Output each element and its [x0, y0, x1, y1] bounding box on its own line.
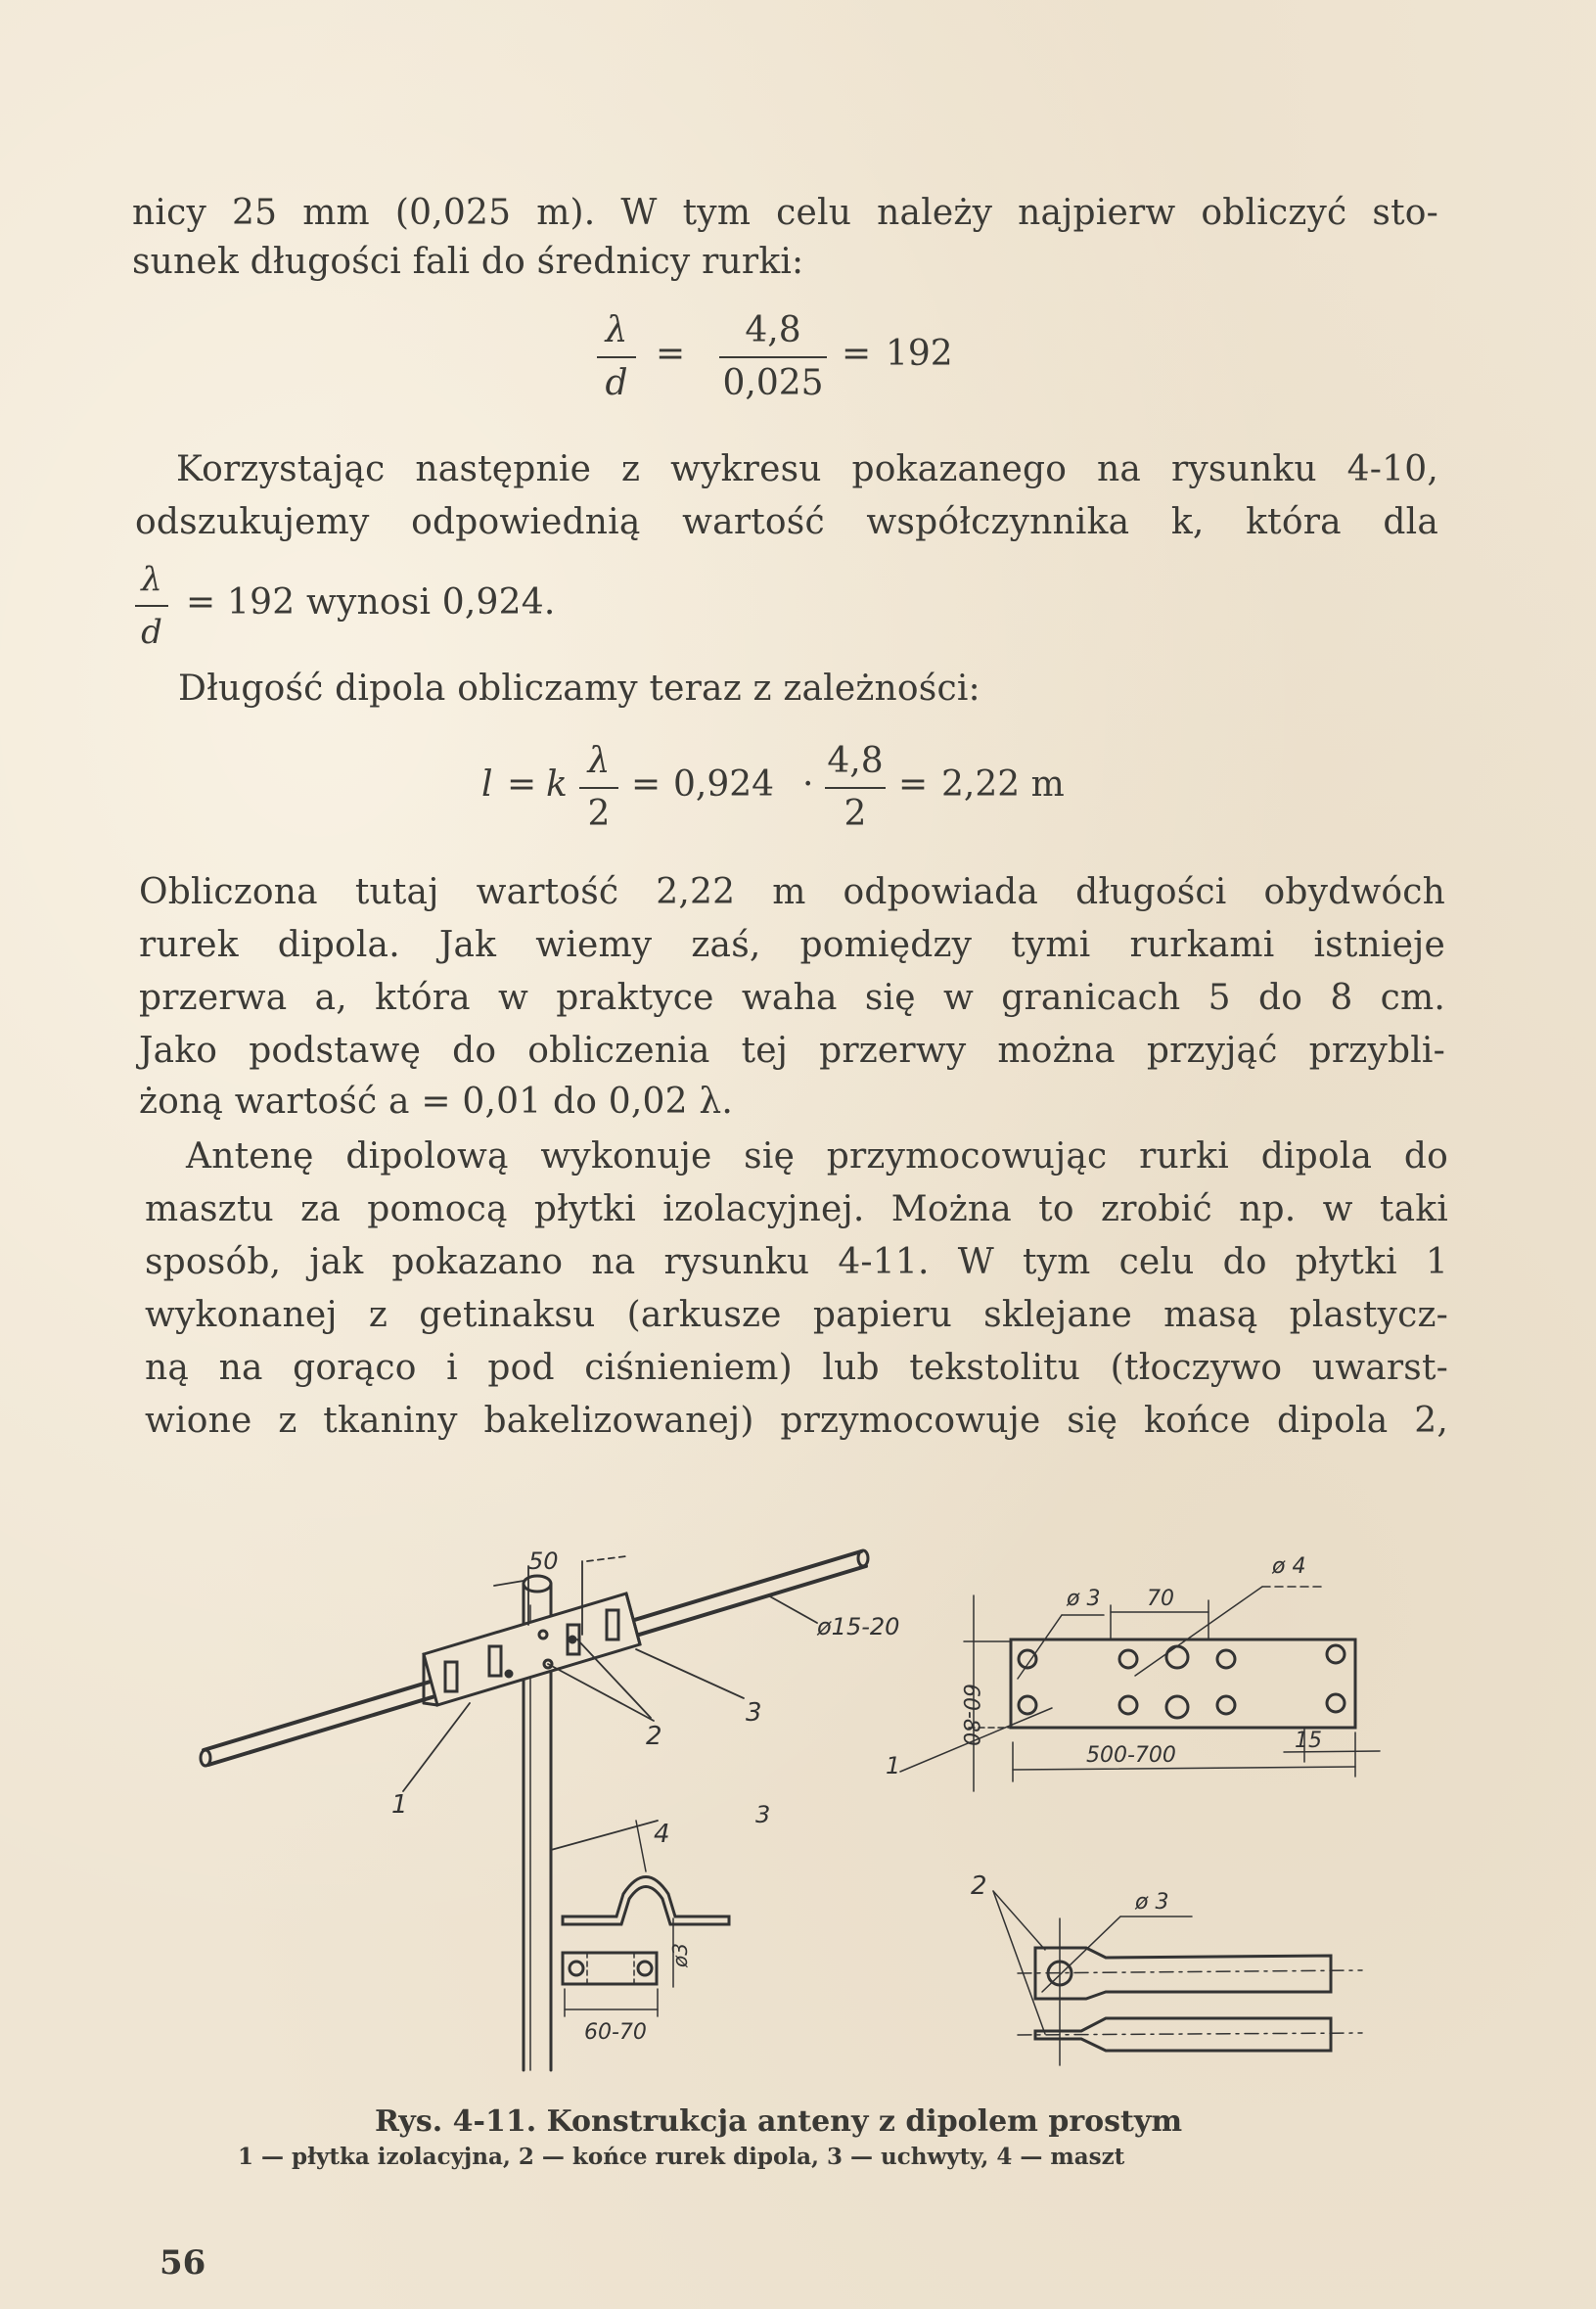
fraction-numerator: λ [605, 310, 628, 350]
label-gap: 50 [528, 1547, 559, 1575]
label-clamp-width: 60-70 [584, 2020, 647, 2045]
text-line: masztu za pomocą płytki izolacyjnej. Można to zrobić np. w taki [145, 1189, 1448, 1229]
fraction-denominator: 0,025 [722, 363, 824, 403]
label-clamp-part: 3 [755, 1801, 771, 1828]
tube-ends-detail-drawing [993, 1891, 1362, 2065]
label-part-3: 3 [746, 1698, 762, 1728]
text-line: Jako podstawę do obliczenia tej przerwy można przyjąć przybli- [139, 1031, 1445, 1071]
text-line: Obliczona tutaj wartość 2,22 m odpowiada długości obydwóch [139, 872, 1445, 912]
label-tube-end-part: 2 [971, 1871, 987, 1901]
fraction-denominator: 2 [844, 794, 867, 834]
text-line: rurek dipola. Jak wiemy zaś, pomiędzy tymi rurkami istnieje [139, 925, 1445, 965]
fraction-numerator: λ [141, 560, 162, 599]
text-line: sposób, jak pokazano na rysunku 4-11. W tym celu do płytki 1 [145, 1242, 1448, 1282]
label-part-1: 1 [391, 1790, 408, 1820]
label-part-4: 4 [654, 1820, 670, 1849]
figure-caption-legend: 1 — płytka izolacyjna, 2 — końce rurek dipola, 3 — uchwyty, 4 — maszt [238, 2144, 1125, 2170]
equals-sign: = [842, 334, 872, 374]
label-clamp-hole: ø3 [668, 1943, 692, 1967]
text-line: sunek długości fali do średnicy rurki: [132, 242, 804, 282]
variable-l: l [481, 764, 493, 805]
equals-sign: = [631, 764, 661, 805]
label-plate-height: 60-80 [958, 1684, 982, 1746]
equals-sign: = [898, 764, 929, 805]
label-plate-part: 1 [886, 1752, 901, 1779]
text-line: Długość dipola obliczamy teraz z zależności: [178, 669, 980, 709]
fraction-denominator: d [605, 363, 628, 403]
text-line: przerwa a, która w praktyce waha się w granicach 5 do 8 cm. [139, 978, 1445, 1018]
fraction-denominator: d [141, 613, 162, 652]
label-tube-diameter: ø15-20 [817, 1613, 900, 1640]
label-tube-end-hole: ø 3 [1135, 1890, 1169, 1915]
text-line: Korzystając następnie z wykresu pokazanego na rysunku 4-10, [176, 449, 1438, 489]
fraction-numerator: λ [587, 741, 611, 781]
text-line: ną na gorąco i pod ciśnieniem) lub tekstolitu (tłoczywo uwarst- [145, 1348, 1448, 1388]
text-line: nicy 25 mm (0,025 m). W tym celu należy najpierw obliczyć sto- [132, 193, 1438, 233]
text-line: odszukujemy odpowiednią wartość współczynnika k, która dla [135, 502, 1438, 542]
text-line: Antenę dipolową wykonuje się przymocowując rurki dipola do [186, 1136, 1448, 1177]
equals-sign: = [507, 764, 537, 805]
label-part-2: 2 [646, 1722, 662, 1751]
text-line: wykonanej z getinaksu (arkusze papieru sklejane masą plastycz- [145, 1295, 1448, 1335]
label-plate-margin: 15 [1295, 1729, 1322, 1753]
text-line: wione z tkaniny bakelizowanej) przymocowuje się końce dipola 2, [145, 1401, 1448, 1441]
equals-sign: = [656, 334, 686, 374]
result-value: 2,22 m [941, 764, 1065, 805]
insulating-plate-drawing [424, 1593, 640, 1705]
label-plate-length: 500-700 [1086, 1743, 1176, 1768]
multiplication-dot: · [802, 764, 814, 805]
variable-k: k [546, 764, 568, 805]
clamp-detail-drawing [563, 1821, 729, 2016]
label-plate-hole-large: ø 4 [1272, 1554, 1306, 1579]
page-number: 56 [160, 2243, 206, 2283]
fraction-numerator: 4,8 [827, 741, 884, 781]
text-line: = 192 wynosi 0,924. [186, 582, 556, 623]
figure-caption-title: Rys. 4-11. Konstrukcja anteny z dipolem prostym [375, 2104, 1183, 2139]
coefficient-value: 0,924 [673, 764, 775, 805]
result-value: 192 [886, 334, 953, 374]
text-line: żoną wartość a = 0,01 do 0,02 λ. [139, 1082, 733, 1122]
label-plate-hole-small: ø 3 [1067, 1587, 1101, 1611]
label-plate-spacing: 70 [1147, 1587, 1174, 1611]
fraction-numerator: 4,8 [745, 310, 801, 350]
fraction-denominator: 2 [587, 794, 611, 834]
